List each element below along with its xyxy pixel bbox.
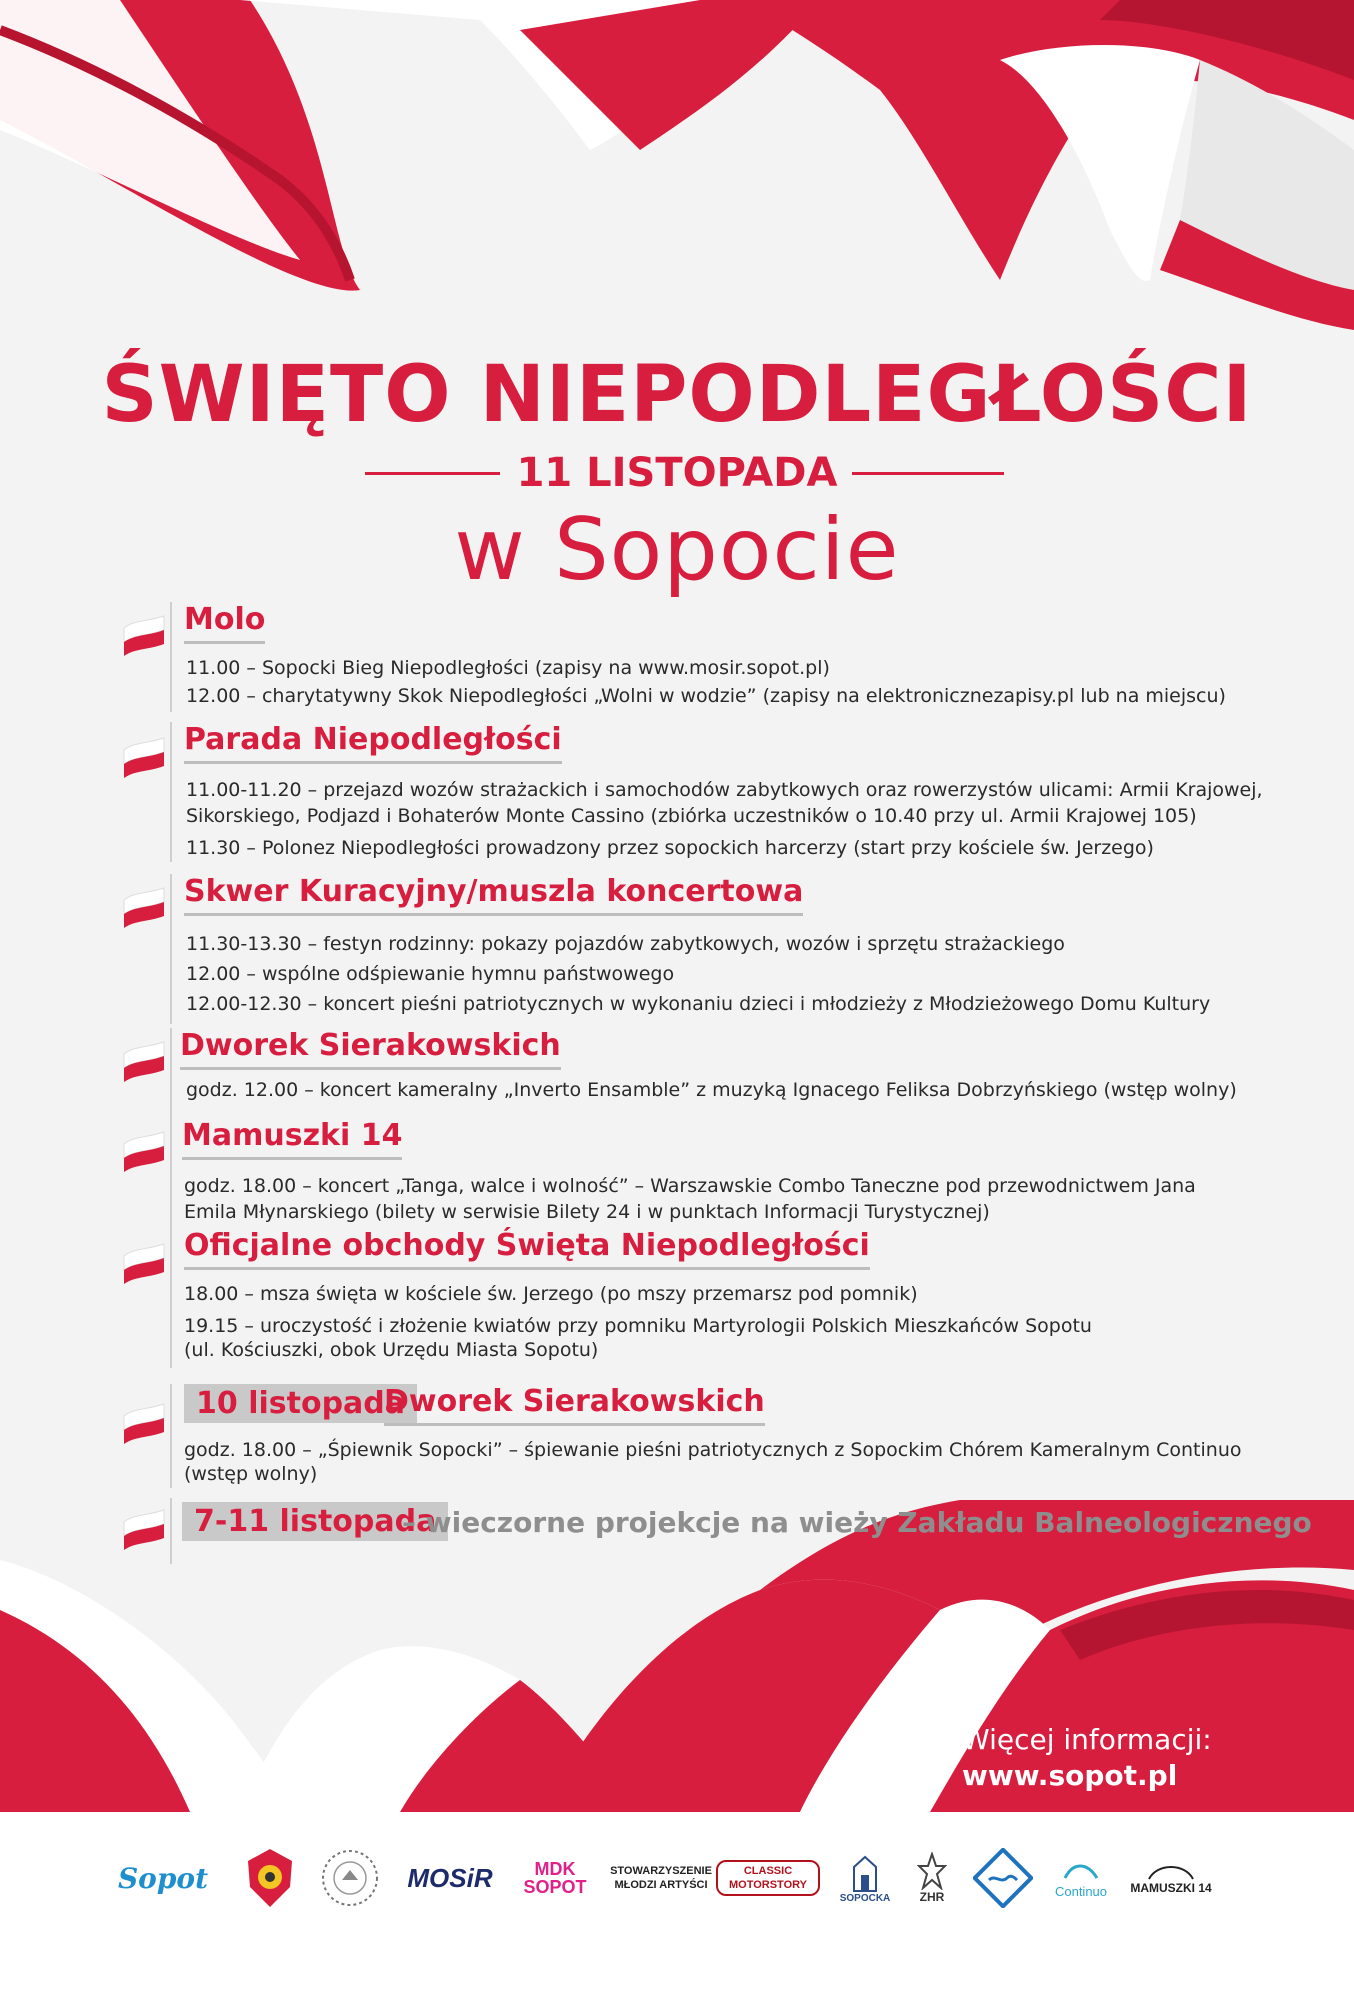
classic-motorstory-logo: CLASSIC MOTORSTORY xyxy=(716,1844,820,1912)
date-line xyxy=(0,450,1354,500)
date-tag: 7-11 listopada xyxy=(182,1502,448,1541)
mdk-logo: MDK SOPOT xyxy=(523,1859,587,1897)
event-heading: Parada Niepodległości xyxy=(184,722,562,764)
more-info-label: Więcej informacji: xyxy=(962,1723,1212,1756)
wopr-logo xyxy=(970,1844,1036,1912)
event-heading: Skwer Kuracyjny/muszla koncertowa xyxy=(184,874,803,916)
sopot-logo: Sopot xyxy=(117,1861,209,1895)
event-oficjalne xyxy=(120,1228,1270,1368)
event-dworek xyxy=(120,1028,1270,1118)
event-heading: Oficjalne obchody Święta Niepodległości xyxy=(184,1228,870,1270)
divider-line xyxy=(170,722,172,862)
event-line: (wstęp wolny) xyxy=(184,1463,318,1485)
event-mamuszki xyxy=(120,1118,1270,1230)
date-text: 11 LISTOPADA xyxy=(516,450,838,496)
sopocka-logo: SOPOCKA xyxy=(832,1844,898,1912)
event-heading: Mamuszki 14 xyxy=(182,1118,402,1160)
divider-line xyxy=(170,1228,172,1368)
divider-line xyxy=(170,1028,172,1118)
divider-line xyxy=(170,1384,172,1488)
event-10-listopada xyxy=(120,1384,1270,1494)
event-molo xyxy=(120,602,1270,712)
event-line: Sikorskiego, Podjazd i Bohaterów Monte Cassino (zbiórka uczestników o 10.40 przy ul. Armii Krajowej 105) xyxy=(186,805,1197,827)
event-line: 12.00-12.30 – koncert pieśni patriotycznych w wykonaniu dzieci i młodzieży z Młodzieżowego Domu Kultury xyxy=(186,993,1211,1015)
event-parada xyxy=(120,722,1270,862)
event-line: 19.15 – uroczystość i złożenie kwiatów przy pomniku Martyrologii Polskich Mieszkańców Sopotu xyxy=(184,1315,1092,1337)
event-line: godz. 18.00 – „Śpiewnik Sopocki” – śpiewanie pieśni patriotycznych z Sopockim Chórem Kameralnym Continuo xyxy=(184,1439,1242,1461)
date-tag: 10 listopada xyxy=(184,1384,417,1423)
more-info xyxy=(962,1722,1212,1794)
fire-brigade-logo xyxy=(240,1844,300,1912)
mamuszki-logo: MAMUSZKI 14 xyxy=(1126,1844,1216,1912)
event-7-11-listopada xyxy=(120,1498,1312,1568)
city-title: w Sopocie xyxy=(454,500,900,600)
flag-icon xyxy=(120,1124,168,1180)
flag-icon xyxy=(120,1396,168,1452)
divider-line xyxy=(170,874,172,1024)
event-line: 12.00 – charytatywny Skok Niepodległości „Wolni w wodzie” (zapisy na elektronicznezapisy.pl lub na miejscu) xyxy=(186,685,1226,707)
divider-line xyxy=(170,602,172,712)
event-line: 11.30-13.30 – festyn rodzinny: pokazy pojazdów zabytkowych, wozów i sprzętu strażackiego xyxy=(186,933,1065,955)
flag-icon xyxy=(120,1502,168,1558)
event-line: godz. 18.00 – koncert „Tanga, walce i wolność” – Warszawskie Combo Taneczne pod przewodnictwem Jana xyxy=(184,1175,1196,1197)
school-seal-logo xyxy=(318,1844,382,1912)
more-info-link[interactable]: www.sopot.pl xyxy=(962,1759,1178,1792)
event-heading: Dworek Sierakowskich xyxy=(384,1384,765,1426)
flag-ribbon-top-decoration xyxy=(0,0,1354,360)
event-line: 11.30 – Polonez Niepodległości prowadzony przez sopockich harcerzy (start przy kościele św. Jerzego) xyxy=(186,837,1154,859)
event-skwer xyxy=(120,874,1270,1024)
flag-icon xyxy=(120,1236,168,1292)
flag-icon xyxy=(120,1034,168,1090)
event-line: Emila Młynarskiego (bilety w serwisie Bilety 24 i w punktach Informacji Turystycznej) xyxy=(184,1201,990,1223)
event-line: 11.00-11.20 – przejazd wozów strażackich i samochodów zabytkowych oraz rowerzystów ulicami: Armii Krajowej, xyxy=(186,779,1263,801)
continuo-logo: Continuo xyxy=(1046,1844,1116,1912)
flag-icon xyxy=(120,730,168,786)
event-line: godz. 12.00 – koncert kameralny „Inverto Ensamble” z muzyką Ignacego Feliksa Dobrzyńskiego (wstęp wolny) xyxy=(186,1079,1237,1101)
date-rule-right xyxy=(852,472,1004,475)
flag-icon xyxy=(120,608,168,664)
mosir-logo: MOSiR xyxy=(407,1862,493,1893)
event-heading: Molo xyxy=(184,602,265,644)
event-line: 12.00 – wspólne odśpiewanie hymnu państwowego xyxy=(186,963,675,985)
divider-line xyxy=(170,1118,172,1230)
event-line: 11.00 – Sopocki Bieg Niepodległości (zapisy na www.mosir.sopot.pl) xyxy=(186,657,830,679)
zhr-logo: ZHR xyxy=(906,1844,958,1912)
main-title: ŚWIĘTO NIEPODLEGŁOŚCI xyxy=(101,350,1253,440)
flag-icon xyxy=(120,880,168,936)
divider-line xyxy=(170,1498,172,1564)
mlodzi-artysci-logo: STOWARZYSZENIE MŁODZI ARTYŚCI xyxy=(610,1865,712,1891)
event-line: (ul. Kościuszki, obok Urzędu Miasta Sopotu) xyxy=(184,1339,599,1361)
event-heading: – wieczorne projekcje na wieży Zakładu Balneologicznego xyxy=(402,1506,1312,1539)
event-heading: Dworek Sierakowskich xyxy=(180,1028,561,1070)
event-line: 18.00 – msza święta w kościele św. Jerzego (po mszy przemarsz pod pomnik) xyxy=(184,1283,918,1305)
